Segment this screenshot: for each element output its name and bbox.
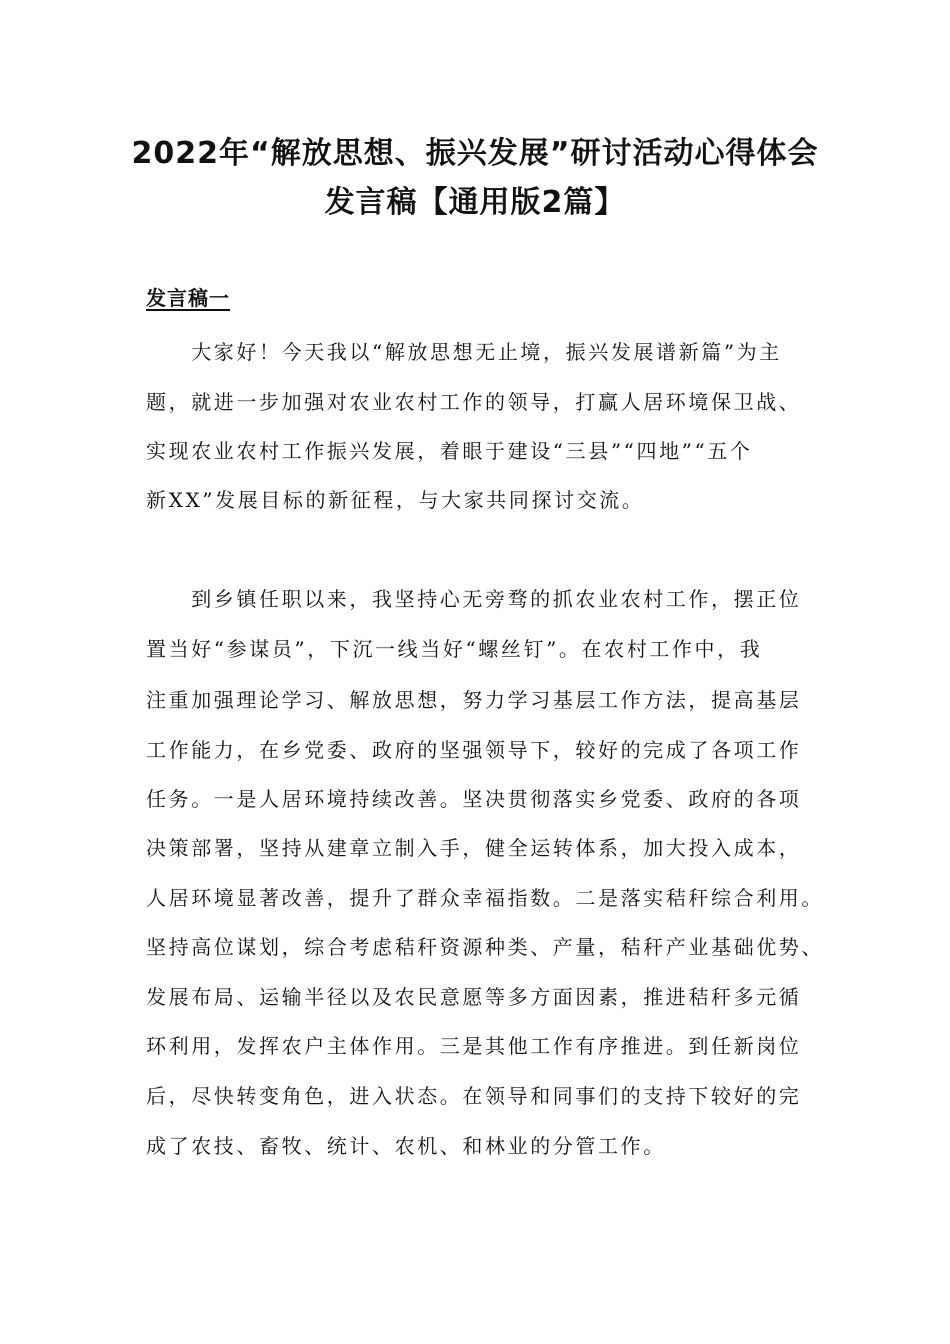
paragraph-line: 注重加强理论学习、解放思想，努力学习基层工作方法，提高基层 xyxy=(146,688,802,712)
paragraph-line: 人居环境显著改善，提升了群众幸福指数。二是落实秸秆综合利用。 xyxy=(146,886,824,910)
paragraph-line: 工作能力，在乡党委、政府的坚强领导下，较好的完成了各项工作 xyxy=(146,738,802,762)
section-heading: 发言稿一 xyxy=(146,286,230,310)
paragraph-line: 置当好“参谋员”，下沉一线当好“螺丝钉”。在农村工作中，我 xyxy=(146,637,763,661)
paragraph-line: 发展布局、运输半径以及农民意愿等多方面因素，推进秸秆多元循 xyxy=(146,985,802,1009)
paragraph-line: 后，尽快转变角色，进入状态。在领导和同事们的支持下较好的完 xyxy=(146,1084,802,1108)
paragraph-line: 实现农业农村工作振兴发展，着眼于建设“三县”“四地”“五个 xyxy=(146,439,753,463)
paragraph-line: 到乡镇任职以来，我坚持心无旁骛的抓农业农村工作，摆正位 xyxy=(146,587,802,611)
paragraph-line: 大家好！今天我以“解放思想无止境，振兴发展谱新篇”为主 xyxy=(146,340,782,364)
paragraph-line: 任务。一是人居环境持续改善。坚决贯彻落实乡党委、政府的各项 xyxy=(146,787,802,811)
document-title-line-2: 发言稿【通用版2篇】 xyxy=(324,185,626,220)
paragraph-line: 成了农技、畜牧、统计、农机、和林业的分管工作。 xyxy=(146,1134,666,1158)
paragraph-line: 新XX”发展目标的新征程，与大家共同探讨交流。 xyxy=(146,488,645,512)
paragraph-line: 环利用，发挥农户主体作用。三是其他工作有序推进。到任新岗位 xyxy=(146,1034,802,1058)
paragraph-line: 坚持高位谋划，综合考虑秸秆资源种类、产量，秸秆产业基础优势、 xyxy=(146,935,824,959)
paragraph-line: 题，就进一步加强对农业农村工作的领导，打赢人居环境保卫战、 xyxy=(146,390,802,414)
paragraph-line: 决策部署，坚持从建章立制入手，健全运转体系，加大投入成本， xyxy=(146,836,802,860)
document-title-line-1: 2022年“解放思想、振兴发展”研讨活动心得体会 xyxy=(131,136,819,171)
